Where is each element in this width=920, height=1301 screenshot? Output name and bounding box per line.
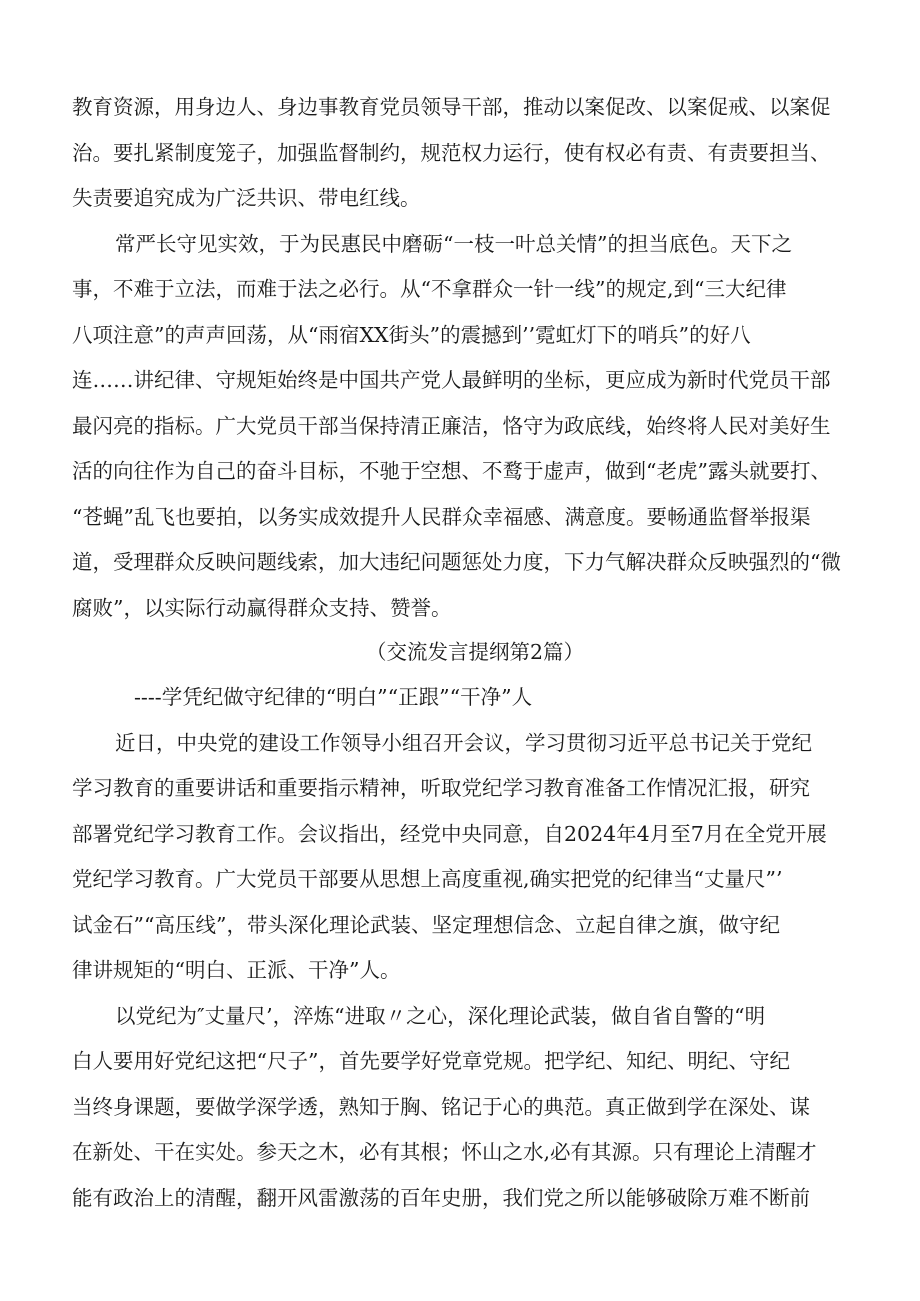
paragraph-line: 腐败”，以实际行动赢得群众支持、赞誉。 (72, 596, 452, 620)
paragraph-line: 近日，中央党的建设工作领导小组召开会议，学习贯彻习近平总书记关于党纪 (115, 731, 812, 755)
paragraph-line: 最闪亮的指标。广大党员干部当保持清正廉洁，恪守为政底线，始终将人民对美好生 (72, 414, 831, 438)
paragraph-line: 道，受理群众反映问题线索，加大违纪问题惩处力度，下力气解决群众反映强烈的“微 (72, 550, 841, 574)
paragraph-line: 党纪学习教育。广大党员干部要从思想上高度重视,确实把党的纪律当“丈量尺”’ (72, 867, 783, 891)
paragraph-line: 在新处、干在实处。参天之木，必有其根；怀山之水,必有其源。只有理论上清醒才 (72, 1140, 817, 1164)
paragraph-line: 能有政治上的清醒，翻开风雷激荡的百年史册，我们党之所以能够破除万难不断前 (72, 1186, 810, 1210)
paragraph-line: 活的向往作为自己的奋斗目标，不驰于空想、不鹜于虚声，做到“老虎”露头就要打、 (72, 459, 831, 483)
paragraph-line: 律讲规矩的“明白、正派、干净”人。 (72, 958, 401, 982)
paragraph-line: 连……讲纪律、守规矩始终是中国共产党人最鲜明的坐标，更应成为新时代党员干部 (72, 368, 831, 392)
paragraph-line: 失责要追究成为广泛共识、带电红线。 (72, 186, 421, 210)
paragraph-line: 白人要用好党纪这把“尺子”，首先要学好党章党规。把学纪、知纪、明纪、守纪 (72, 1049, 790, 1073)
paragraph-line: 教育资源，用身边人、身边事教育党员领导干部，推动以案促改、以案促戒、以案促 (72, 95, 831, 119)
paragraph-line: 学习教育的重要讲话和重要指示精神，听取党纪学习教育准备工作情况汇报，研究 (72, 776, 810, 800)
paragraph-line: 以党纪为″丈量尺’，淬炼“进取〃之心，深化理论武装，做自省自警的“明 (115, 1004, 766, 1028)
paragraph-line: “苍蝇”乱飞也要拍，以务实成效提升人民群众幸福感、满意度。要畅通监督举报渠 (72, 505, 811, 529)
paragraph-line: 事，不难于立法，而难于法之必行。从“不拿群众一针一线”的规定,到“三大纪律 (72, 277, 787, 301)
paragraph-line: 当终身课题，要做学深学透，熟知于胸、铭记于心的典范。真正做到学在深处、谋 (72, 1095, 810, 1119)
paragraph-line: 治。要扎紧制度笼子，加强监督制约，规范权力运行，使有权必有责、有责要担当、 (72, 141, 831, 165)
paragraph-line: 部署党纪学习教育工作。会议指出，经党中央同意，自2024年4月至7月在全党开展 (72, 822, 827, 846)
paragraph-line: 常严长守见实效，于为民惠民中磨砺“一枝一叶总关情”的担当底色。天下之 (115, 232, 792, 256)
paragraph-line: 八项注意”的声声回荡，从“雨宿XX街头”的震撼到’’霓虹灯下的哨兵”的好八 (72, 323, 751, 347)
paragraph-line: 试金石”“高压线”，带头深化理论武装、坚定理想信念、立起自律之旗，做守纪 (72, 913, 780, 937)
section-heading: （交流发言提纲第2篇） (366, 640, 585, 664)
section-subtitle: ----学凭纪做守纪律的“明白”“正跟”“干净”人 (134, 685, 533, 709)
